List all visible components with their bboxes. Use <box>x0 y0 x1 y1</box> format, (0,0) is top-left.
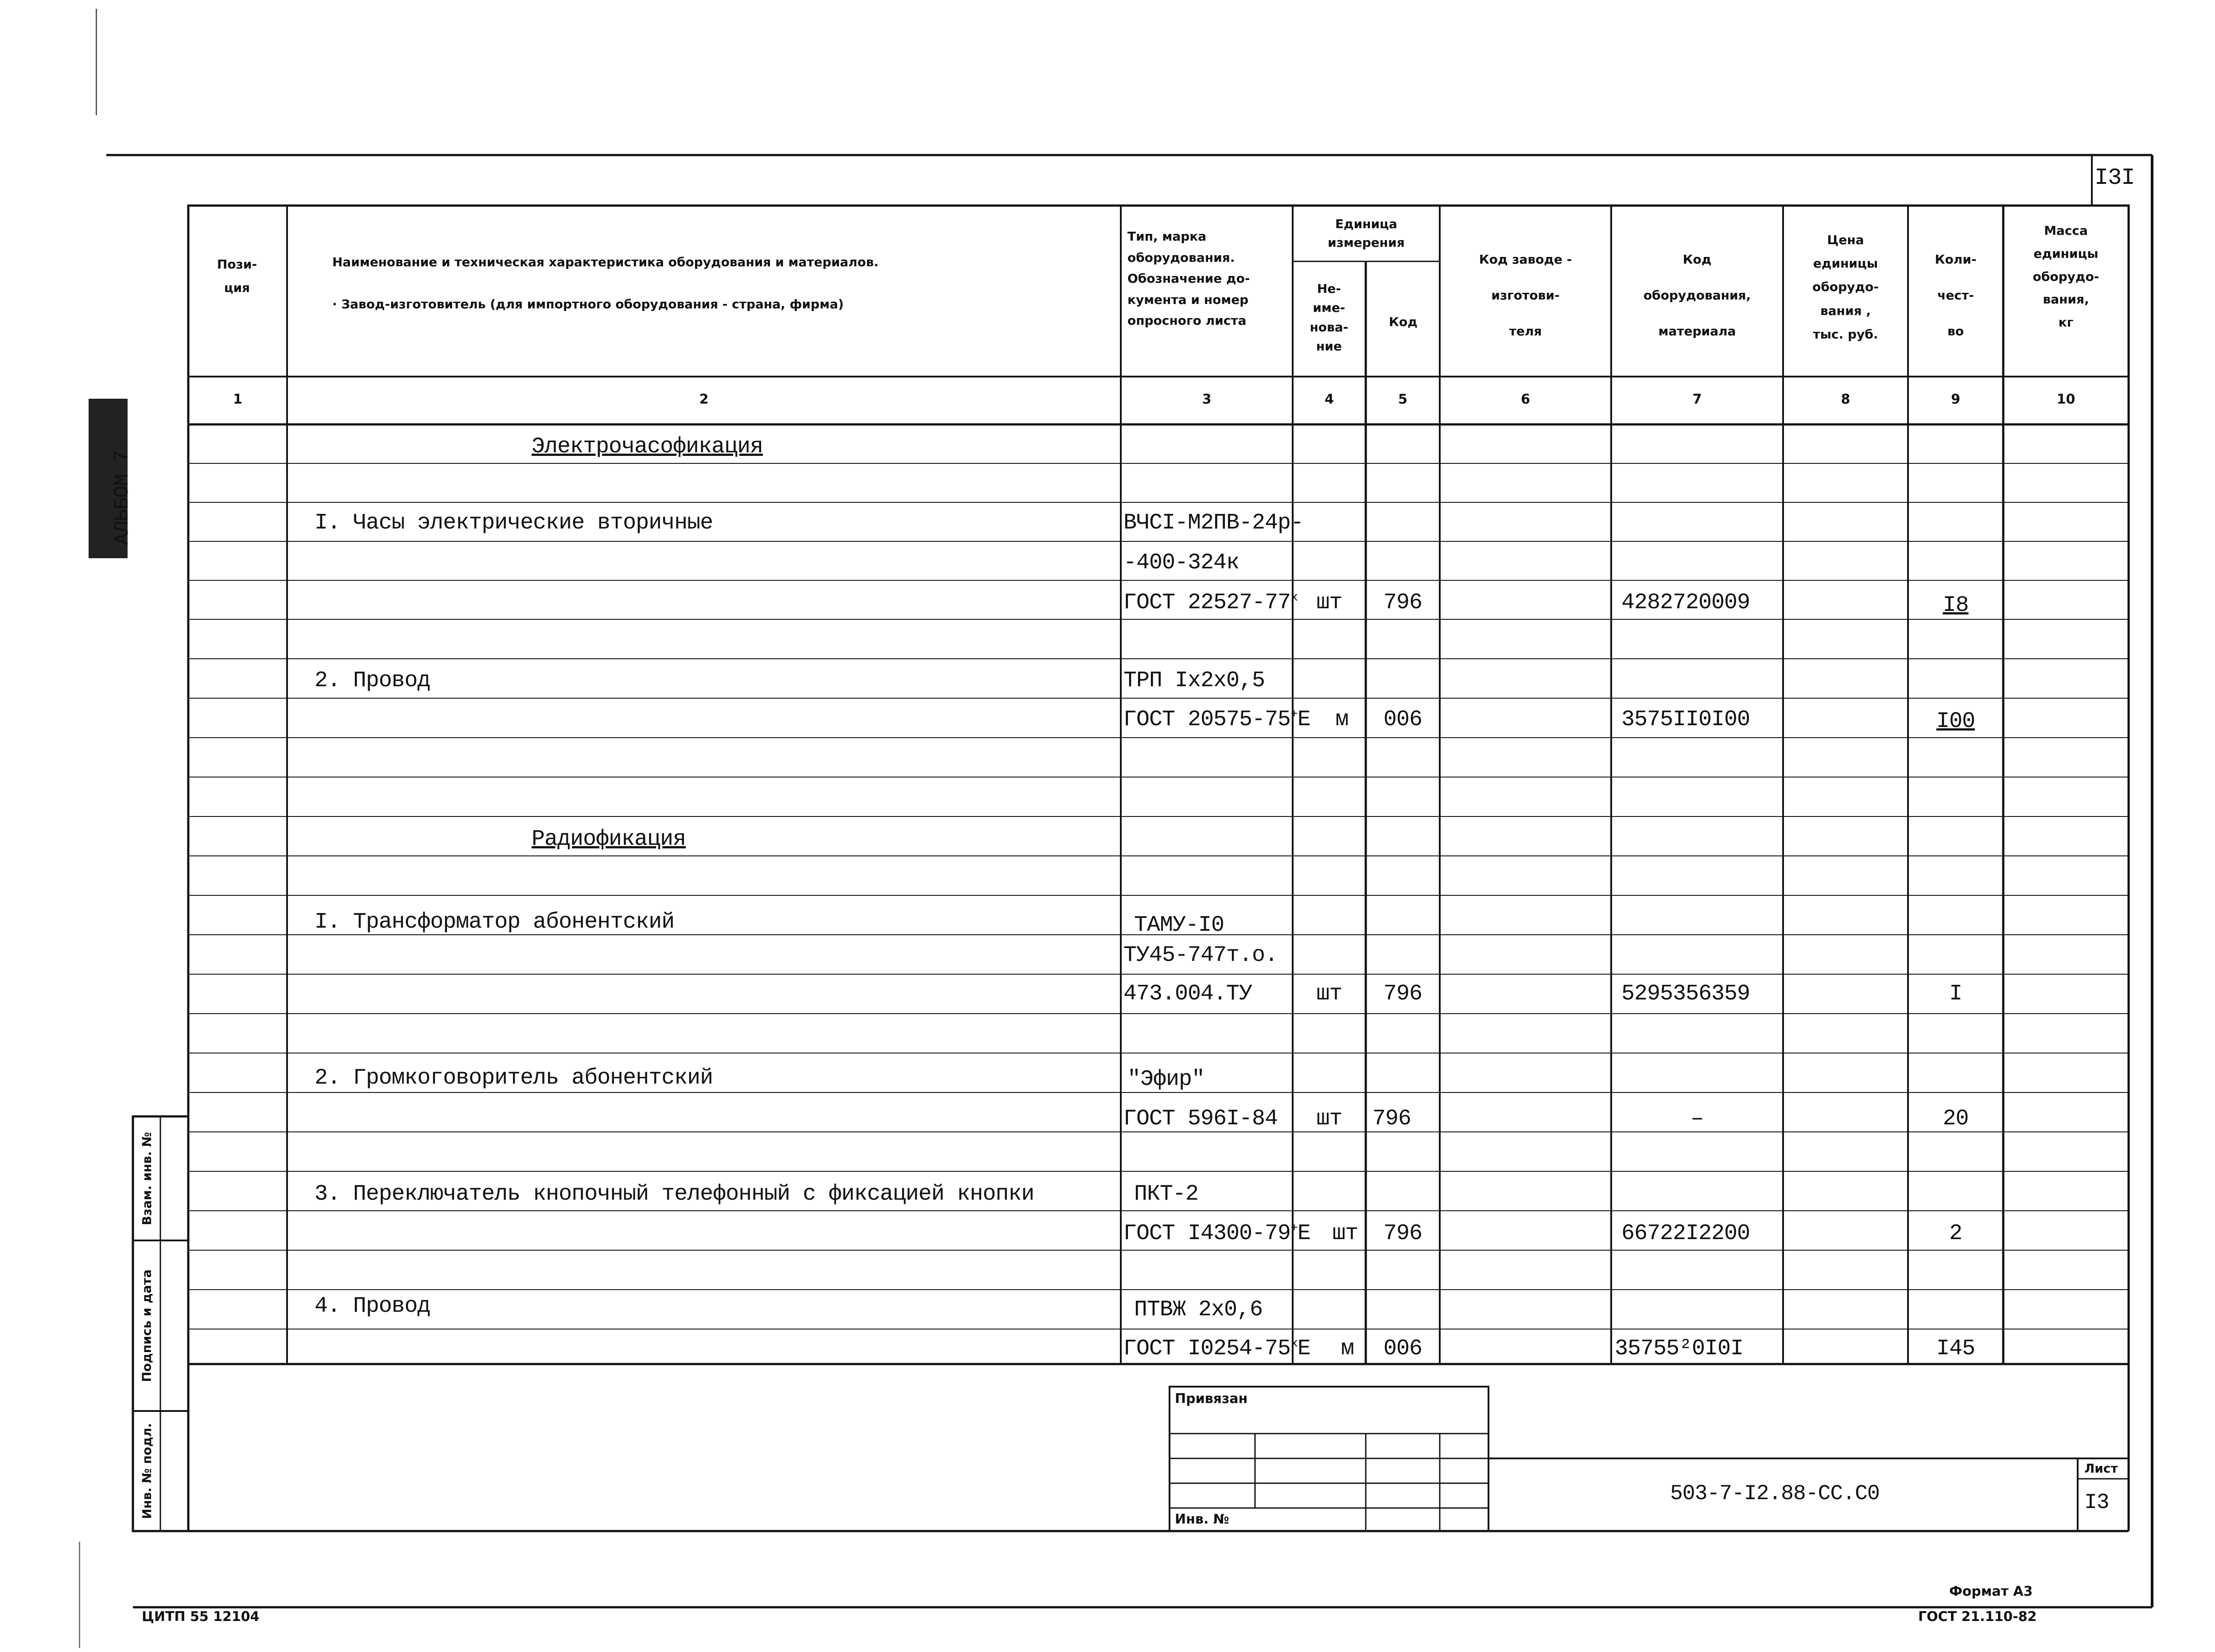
header-col9: Коли- чест- во <box>1935 252 1977 339</box>
row4-type-a: "Эфир" <box>1127 1067 1205 1092</box>
header-col1: Пози- ция <box>217 257 257 295</box>
col-num-7: 7 <box>1692 392 1702 407</box>
row2-code: 006 <box>1383 707 1422 732</box>
row4-name: 2. Громкоговоритель абонентский <box>315 1065 713 1091</box>
header-col4: Не- име- нова- ние <box>1310 281 1348 354</box>
row1-name: I. Часы электрические вторичные <box>315 510 713 536</box>
row3-unit: шт <box>1316 981 1342 1007</box>
row2-qty: I00 <box>1936 709 1975 734</box>
header-col2-line1: Наименование и техническая характеристика оборудования и материалов. <box>332 255 879 269</box>
margin-podpis <box>133 1240 160 1411</box>
row2-type-b-text: ГОСТ 20575-75 <box>1123 707 1291 732</box>
header-col8: Цена единицы оборудо- вания , тыс. руб. <box>1812 233 1879 342</box>
row6-type-b-text: ГОСТ I0254-75 <box>1123 1336 1291 1361</box>
row5-type-b-mark: + <box>1290 1221 1298 1236</box>
header-col7: Код оборудования, материала <box>1643 252 1751 339</box>
row1-code: 796 <box>1383 590 1422 615</box>
stamp-bound-label: Привязан <box>1175 1391 1248 1407</box>
col-num-10: 10 <box>2056 392 2075 407</box>
row1-unit: шт <box>1316 590 1342 615</box>
format-label: Формат А3 <box>1949 1584 2033 1599</box>
col-num-4: 4 <box>1325 392 1334 407</box>
row1-type-a: ВЧСI-М2ПВ-24р- <box>1123 510 1304 536</box>
margin-vzam <box>133 1116 160 1240</box>
row4-equip: – <box>1690 1106 1704 1131</box>
row5-equip: 66722I2200 <box>1621 1221 1750 1246</box>
row1-type-b: -400-324к <box>1123 550 1240 575</box>
row5-type-a: ПКТ-2 <box>1134 1182 1199 1207</box>
citp-label: ЦИТП 55 12104 <box>142 1609 260 1625</box>
album-label <box>111 430 142 545</box>
row5-type-b-text: ГОСТ I4300-79 <box>1123 1221 1291 1246</box>
row4-qty: 20 <box>1943 1106 1969 1131</box>
header-unit-group: Единица измерения <box>1328 217 1405 250</box>
header-col2-line2: · Завод-изготовитель (для импортного оборудования - страна, фирма) <box>332 297 844 311</box>
row6-type-b-suffix: Е <box>1297 1336 1310 1361</box>
row6-equip: 35755²0I0I <box>1615 1336 1744 1361</box>
row1-type-c <box>1123 590 1298 615</box>
header-col10: Масса единицы оборудо- вания, кг <box>2032 223 2099 330</box>
row6-name: 4. Провод <box>315 1294 431 1319</box>
row3-type-c: 473.004.ТУ <box>1123 981 1252 1007</box>
row2-type-b <box>1123 707 1310 732</box>
row2-unit: м <box>1335 707 1348 732</box>
col-num-3: 3 <box>1202 392 1212 407</box>
row6-type-b-mark: x <box>1290 1337 1298 1351</box>
gost-label: ГОСТ 21.110-82 <box>1918 1609 2037 1625</box>
row1-equip: 4282720009 <box>1621 590 1750 615</box>
row1-type-c-text: ГОСТ 22527-77 <box>1123 590 1291 615</box>
row4-unit: шт <box>1316 1106 1342 1131</box>
sheet-label: Лист <box>2084 1461 2118 1476</box>
col-num-5: 5 <box>1398 392 1407 407</box>
row1-type-c-mark: x <box>1290 591 1298 605</box>
row3-qty: I <box>1949 981 1962 1007</box>
header-col3: Тип, марка оборудования. Обозначение до- кумента и номер опросного листа <box>1127 229 1250 328</box>
margin-podpis-text: Подпись и дата <box>139 1269 154 1382</box>
row1-qty: I8 <box>1943 593 1969 618</box>
row2-type-a: ТРП Iх2х0,5 <box>1123 668 1265 693</box>
row2-name: 2. Провод <box>315 668 431 693</box>
header-col6: Код заводе - изготови- теля <box>1479 252 1572 339</box>
doc-code: 503-7-I2.88-СС.С0 <box>1670 1482 1880 1506</box>
col-num-1: 1 <box>233 392 242 407</box>
row3-equip: 5295356359 <box>1621 981 1750 1007</box>
page-number-top: I3I <box>2095 165 2135 191</box>
row6-qty: I45 <box>1936 1336 1975 1361</box>
row5-type-b-suffix: Е <box>1297 1221 1310 1246</box>
col-num-9: 9 <box>1951 392 1960 407</box>
row5-type-b <box>1123 1221 1310 1246</box>
header-col5: Код <box>1389 315 1418 329</box>
row5-name: 3. Переключатель кнопочный телефонный с фиксацией кнопки <box>315 1182 1034 1207</box>
album-label-text: АЛЬБОМ 7 <box>111 451 134 545</box>
row6-type-a: ПТВЖ 2х0,6 <box>1134 1297 1263 1322</box>
stamp-inv-label: Инв. № <box>1175 1512 1229 1527</box>
row3-name: I. Трансформатор абонентский <box>315 910 675 935</box>
row4-type-b: ГОСТ 596I-84 <box>1123 1106 1278 1131</box>
row5-unit: шт <box>1332 1221 1358 1246</box>
row6-type-b <box>1123 1336 1310 1361</box>
row4-code: 796 <box>1372 1106 1411 1131</box>
col-num-8: 8 <box>1841 392 1850 407</box>
row5-code: 796 <box>1383 1221 1422 1246</box>
sheet-value: I3 <box>2084 1491 2109 1515</box>
section-electro: Электрочасофикация <box>532 434 763 459</box>
row3-type-a: ТАМУ-I0 <box>1134 913 1224 938</box>
col-num-6: 6 <box>1521 392 1530 407</box>
section-radio: Радиофикация <box>532 827 686 852</box>
margin-vzam-text: Взам. инв. № <box>139 1131 154 1225</box>
margin-inv-podl-text: Инв. № подл. <box>139 1423 154 1519</box>
margin-inv-podl <box>133 1411 160 1531</box>
col-num-2: 2 <box>699 392 709 407</box>
row2-equip: 3575II0I00 <box>1621 707 1750 732</box>
row2-type-b-suffix: Е <box>1297 707 1310 732</box>
row2-type-b-mark: + <box>1290 707 1298 722</box>
row3-type-b: ТУ45-747т.о. <box>1123 943 1278 968</box>
row3-code: 796 <box>1383 981 1422 1007</box>
row6-code: 006 <box>1383 1336 1422 1361</box>
row6-unit: м <box>1341 1336 1354 1361</box>
row5-qty: 2 <box>1949 1221 1962 1246</box>
